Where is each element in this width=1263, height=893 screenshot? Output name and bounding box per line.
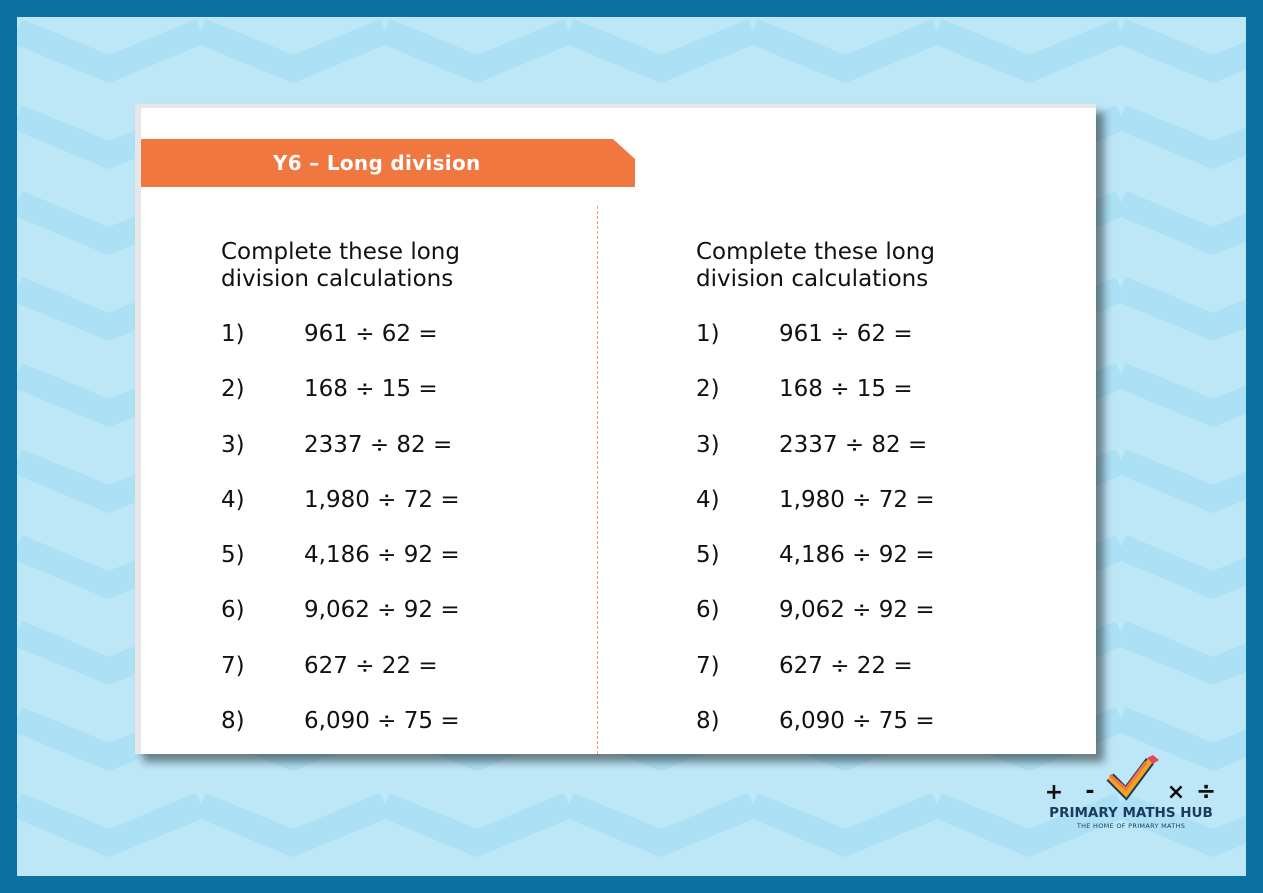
- question-expression: 168 ÷ 15 =: [304, 376, 438, 403]
- instructions-line-1: Complete these long: [696, 239, 935, 265]
- question-number: 1): [221, 321, 245, 347]
- right-column: [696, 239, 1056, 735]
- divide-symbol: ÷: [1195, 777, 1217, 805]
- question-expression: 961 ÷ 62 =: [304, 321, 438, 347]
- minus-symbol: -: [1085, 779, 1095, 804]
- brand-name: PRIMARY MATHS HUB: [1049, 805, 1213, 821]
- checkmark-icon: [1110, 755, 1159, 793]
- times-symbol: ×: [1166, 780, 1186, 805]
- instructions-line-2: division calculations: [221, 266, 454, 292]
- instructions-line-2: division calculations: [696, 266, 929, 292]
- question-number: 3): [696, 431, 720, 458]
- question-number: 3): [221, 431, 245, 458]
- logo-symbols: [1040, 755, 1222, 805]
- title-banner: [141, 139, 635, 187]
- question-number: 5): [696, 542, 720, 569]
- worksheet-title: Y6 – Long division: [273, 151, 481, 175]
- question-number: 4): [696, 486, 720, 513]
- sheet-top-edge: [135, 104, 1096, 108]
- sheet-left-edge: [135, 104, 141, 754]
- question-expression: 6,090 ÷ 75 =: [304, 708, 460, 735]
- worksheet-card: [135, 104, 1096, 754]
- question-number: 1): [696, 321, 720, 347]
- question-expression: 168 ÷ 15 =: [779, 376, 913, 403]
- question-expression: 1,980 ÷ 72 =: [779, 486, 935, 513]
- question-expression: 6,090 ÷ 75 =: [779, 708, 935, 735]
- instructions: [696, 239, 1056, 293]
- question-number: 6): [696, 597, 720, 624]
- question-expression: 4,186 ÷ 92 =: [304, 542, 460, 569]
- question-number: 4): [221, 486, 245, 513]
- question-expression: 2337 ÷ 82 =: [779, 431, 928, 458]
- question-number: 2): [696, 376, 720, 403]
- question-number: 8): [221, 708, 245, 735]
- question-expression: 627 ÷ 22 =: [304, 652, 438, 679]
- question-expression: 627 ÷ 22 =: [779, 652, 913, 679]
- question-expression: 1,980 ÷ 72 =: [304, 486, 460, 513]
- brand-tagline: THE HOME OF PRIMARY MATHS: [1076, 822, 1186, 830]
- question-expression: 9,062 ÷ 92 =: [304, 597, 460, 624]
- question-number: 7): [221, 652, 245, 679]
- primary-maths-hub-logo: [1040, 755, 1222, 835]
- plus-symbol: +: [1044, 780, 1064, 805]
- left-column: [221, 239, 581, 735]
- question-number: 6): [221, 597, 245, 624]
- instructions: [221, 239, 581, 293]
- column-divider: [597, 206, 598, 754]
- question-number: 2): [221, 376, 245, 403]
- question-expression: 2337 ÷ 82 =: [304, 431, 453, 458]
- question-expression: 961 ÷ 62 =: [779, 321, 913, 347]
- question-number: 8): [696, 708, 720, 735]
- question-expression: 9,062 ÷ 92 =: [779, 597, 935, 624]
- question-number: 7): [696, 652, 720, 679]
- question-number: 5): [221, 542, 245, 569]
- instructions-line-1: Complete these long: [221, 239, 460, 265]
- question-expression: 4,186 ÷ 92 =: [779, 542, 935, 569]
